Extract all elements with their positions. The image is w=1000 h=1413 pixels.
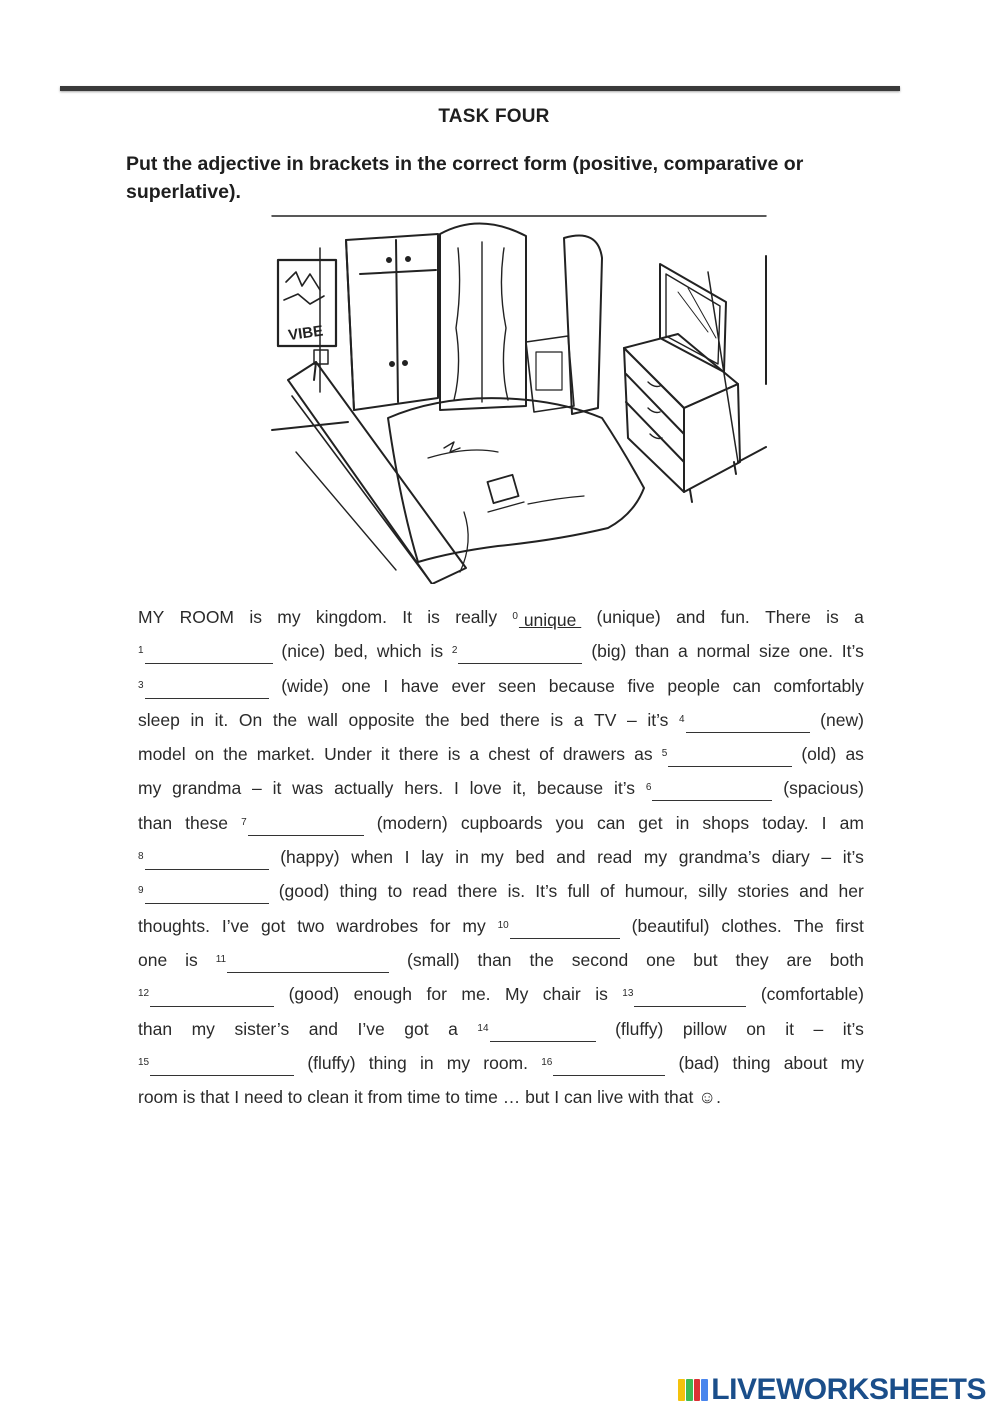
passage-word: one — [646, 949, 676, 970]
blank-number: 10 — [497, 919, 509, 931]
passage-word: my — [277, 607, 301, 627]
passage-word: the — [529, 949, 554, 970]
passage-word: is — [595, 984, 608, 1005]
passage-word: It’s — [535, 881, 558, 902]
passage-word: humour, — [624, 881, 688, 902]
passage-line — [138, 634, 864, 668]
passage-word: seen — [498, 675, 537, 696]
passage-word: they — [735, 949, 769, 970]
passage-word: second — [571, 949, 629, 970]
passage-word: the — [272, 709, 298, 730]
passage-word: lay — [421, 847, 444, 868]
passage-word: chair — [542, 984, 581, 1005]
passage-line — [138, 840, 864, 874]
passage-word: chest — [488, 744, 531, 765]
blank-line[interactable] — [553, 1055, 665, 1076]
passage-word: a — [469, 744, 480, 765]
blank-number: 8 — [138, 851, 144, 863]
passage-word: my — [446, 1052, 471, 1073]
passage-word: for — [426, 984, 447, 1005]
poster-text: VIBE — [287, 322, 325, 345]
passage-word: is — [249, 607, 262, 627]
passage-word: is — [447, 744, 461, 765]
example-answer — [512, 600, 581, 634]
passage-word: because — [548, 675, 615, 696]
passage-word: (good) — [278, 881, 330, 902]
passage-word: read — [412, 881, 448, 902]
passage-word: my — [462, 915, 486, 936]
passage-word: there — [457, 881, 498, 902]
passage-word: my — [480, 847, 504, 868]
passage-word: kingdom. — [315, 607, 387, 627]
blank-number: 0 — [512, 611, 518, 622]
blank-line[interactable] — [145, 883, 269, 904]
passage-word: size — [758, 641, 791, 662]
blank-line[interactable] — [150, 986, 274, 1007]
passage-word: (beautiful) — [631, 915, 710, 936]
passage-word: it. — [214, 709, 229, 730]
passage-word: (modern) — [376, 812, 448, 833]
passage-word: love — [469, 778, 502, 799]
answer-blank-15[interactable] — [138, 1046, 294, 1080]
blank-number: 2 — [451, 645, 458, 657]
answer-blank-1[interactable] — [138, 634, 273, 668]
answer-blank-9[interactable] — [138, 874, 269, 908]
passage-word: is — [427, 607, 440, 627]
passage-word: but — [693, 949, 718, 970]
passage-word: when — [351, 847, 394, 868]
blank-line[interactable] — [510, 918, 620, 939]
blank-line[interactable] — [458, 643, 582, 664]
passage-word: the — [425, 709, 450, 730]
bedroom-illustration — [268, 212, 770, 584]
blank-number: 14 — [477, 1022, 489, 1034]
passage-word: of — [539, 744, 554, 765]
blank-line[interactable] — [248, 815, 364, 836]
passage-word: (small) — [407, 949, 460, 970]
blank-line[interactable] — [150, 1055, 294, 1076]
passage-word: grandma’s — [678, 847, 761, 868]
blank-number: 13 — [622, 988, 634, 1000]
passage-word: It’s — [841, 641, 864, 662]
passage-word: than — [138, 1018, 173, 1039]
passage-word: shops — [702, 812, 750, 833]
passage-line — [138, 669, 864, 703]
blank-number: 7 — [241, 816, 247, 828]
passage-word: first — [835, 915, 864, 936]
passage-word: (spacious) — [783, 778, 864, 799]
passage-word: Under — [324, 744, 372, 765]
passage-word: (old) — [801, 744, 837, 765]
passage-word: on — [746, 1018, 766, 1039]
passage-line — [138, 977, 864, 1011]
task-instructions: Put the adjective in brackets in the correct form (positive, comparative or superlative). — [126, 153, 804, 203]
passage-word: I’ve — [221, 915, 250, 936]
passage-word: and — [308, 1018, 338, 1039]
passage-word: read — [597, 847, 633, 868]
passage-word: wardrobes — [336, 915, 419, 936]
passage-word: (fluffy) — [307, 1052, 356, 1073]
passage-word: my — [643, 847, 668, 868]
passage-word: MY — [138, 607, 165, 627]
passage-word: the — [223, 744, 248, 765]
passage-word: a — [448, 1018, 458, 1039]
passage-word: I — [821, 812, 827, 833]
blank-number: 4 — [679, 713, 685, 725]
passage-word: in — [190, 709, 205, 730]
answer-blank-13[interactable] — [622, 977, 746, 1011]
passage-word: hers. — [404, 778, 444, 799]
passage-line — [138, 943, 864, 977]
passage-word: one — [138, 949, 168, 970]
answer-blank-16[interactable] — [541, 1046, 665, 1080]
passage-word: get — [638, 812, 663, 833]
passage-word: her — [838, 881, 864, 902]
passage-word: a — [573, 709, 584, 730]
blank-line[interactable] — [668, 746, 792, 767]
passage-word: it — [272, 778, 282, 799]
passage-word: and — [676, 607, 706, 627]
passage-word: my — [840, 1052, 864, 1073]
answer-blank-11[interactable] — [216, 943, 389, 977]
passage-word: because — [537, 778, 604, 799]
passage-word: – — [821, 847, 832, 868]
passage-word: market. — [256, 744, 316, 765]
passage-word: I — [383, 675, 389, 696]
passage-word: room is that I need to clean it from time to time … but I can live with that ☺. — [138, 1087, 721, 1108]
passage-word: cupboards — [460, 812, 543, 833]
blank-number: 9 — [138, 885, 144, 897]
passage-line — [138, 737, 864, 771]
passage-word: I’ve — [357, 1018, 385, 1039]
passage-word: thing — [339, 881, 378, 902]
passage-word: one. — [798, 641, 833, 662]
answer-blank-12[interactable] — [138, 977, 274, 1011]
passage-word: On — [238, 709, 263, 730]
blank-line[interactable] — [145, 678, 269, 699]
passage-word: which — [376, 641, 422, 662]
passage-word: as — [634, 744, 653, 765]
passage-word: people — [667, 675, 720, 696]
passage-word: can — [732, 675, 761, 696]
passage-word: thing — [368, 1052, 407, 1073]
passage-word: room. — [483, 1052, 528, 1073]
passage-word: to — [387, 881, 403, 902]
passage-word: there — [499, 709, 540, 730]
passage-word: fun. — [720, 607, 750, 627]
passage-word: really — [455, 607, 498, 627]
passage-word: bed, — [333, 641, 369, 662]
passage-word: sister’s — [234, 1018, 290, 1039]
passage-word: – — [627, 709, 637, 730]
passage-word: about — [783, 1052, 828, 1073]
passage-word: normal — [696, 641, 751, 662]
passage-word: a — [678, 641, 688, 662]
passage-word: ROOM — [179, 607, 235, 627]
passage-word: got — [404, 1018, 429, 1039]
passage-word: as — [845, 744, 864, 765]
header-rule — [60, 86, 900, 91]
blank-line[interactable] — [490, 1021, 596, 1042]
passage-word: one — [341, 675, 371, 696]
passage-word: and — [556, 847, 586, 868]
passage-word: (happy) — [280, 847, 340, 868]
passage-word: a — [854, 607, 864, 627]
passage-word: full — [567, 881, 590, 902]
passage-word: (fluffy) — [615, 1018, 664, 1039]
passage-word: pillow — [682, 1018, 727, 1039]
answer-blank-5[interactable] — [662, 737, 793, 771]
liveworksheets-logo-icon — [678, 1377, 708, 1403]
passage-line — [138, 1046, 864, 1080]
passage-word: of — [599, 881, 615, 902]
passage-word: you — [555, 812, 584, 833]
passage-word: stories — [737, 881, 789, 902]
blank-number: 5 — [661, 748, 668, 760]
liveworksheets-logo-text: LIVEWORKSHEETS — [711, 1373, 986, 1406]
passage-word: enough — [353, 984, 413, 1005]
passage-word: it — [380, 744, 390, 765]
passage-word: than — [138, 812, 173, 833]
passage-word: (wide) — [281, 675, 329, 696]
passage-word: and — [799, 881, 829, 902]
blank-line[interactable] — [652, 780, 772, 801]
blank-line[interactable] — [227, 952, 389, 973]
task-title: TASK FOUR — [438, 106, 550, 127]
passage-word: than — [635, 641, 670, 662]
answer-blank-4[interactable] — [679, 703, 810, 737]
passage-word: (unique) — [596, 607, 661, 627]
passage-word: silly — [698, 881, 728, 902]
passage-word: sleep — [138, 709, 180, 730]
passage-word: is — [430, 641, 444, 662]
passage-word: in — [455, 847, 469, 868]
passage-word: my — [138, 778, 162, 799]
passage-word: it’s — [842, 847, 864, 868]
passage-word: it’s — [613, 778, 636, 799]
passage-word: is — [185, 949, 198, 970]
answer-blank-8[interactable] — [138, 840, 269, 874]
passage-word: It — [402, 607, 412, 627]
passage-word: there — [398, 744, 439, 765]
passage-word: opposite — [348, 709, 415, 730]
blank-number: 11 — [215, 953, 227, 965]
passage-word: (good) — [288, 984, 340, 1005]
liveworksheets-logo — [678, 1373, 986, 1407]
passage-line — [138, 874, 864, 908]
answer-blank-6[interactable] — [646, 771, 773, 805]
passage-word: two — [297, 915, 325, 936]
blank-line[interactable] — [145, 643, 273, 664]
passage-word: thoughts. — [138, 915, 210, 936]
passage-word: my — [191, 1018, 215, 1039]
passage-line — [138, 771, 864, 805]
passage-word: (comfortable) — [760, 984, 864, 1005]
passage-word: thing — [732, 1052, 771, 1073]
passage-word: I — [453, 778, 459, 799]
blank-number: 1 — [138, 645, 144, 657]
example-answer-text: unique — [518, 610, 582, 630]
passage — [138, 600, 864, 1114]
passage-word: grandma — [172, 778, 242, 799]
passage-word: it’s — [647, 709, 669, 730]
passage-word: me. — [461, 984, 491, 1005]
blank-number: 15 — [138, 1056, 150, 1068]
passage-word: clothes. — [721, 915, 782, 936]
passage-word: There — [765, 607, 811, 627]
passage-word: wall — [307, 709, 338, 730]
passage-word: got — [261, 915, 286, 936]
passage-word: – — [252, 778, 262, 799]
blank-number: 12 — [138, 988, 150, 1000]
passage-word: in — [419, 1052, 434, 1073]
passage-word: in — [675, 812, 690, 833]
passage-word: it — [785, 1018, 794, 1039]
passage-line — [138, 909, 864, 943]
passage-line — [138, 600, 864, 634]
passage-word: is — [826, 607, 839, 627]
passage-line — [138, 1080, 864, 1114]
passage-word: can — [596, 812, 626, 833]
blank-number: 3 — [138, 679, 144, 691]
passage-word: model — [138, 744, 186, 765]
passage-line — [138, 1012, 864, 1046]
passage-word: comfortably — [773, 675, 864, 696]
passage-word: is. — [507, 881, 526, 902]
passage-word: The — [793, 915, 824, 936]
passage-word: bed — [515, 847, 545, 868]
answer-blank-10[interactable] — [498, 909, 620, 943]
passage-word: today. — [762, 812, 809, 833]
passage-word: actually — [334, 778, 394, 799]
passage-word: on — [194, 744, 215, 765]
answer-blank-14[interactable] — [477, 1012, 595, 1046]
passage-word: (nice) — [281, 641, 326, 662]
passage-word: am — [839, 812, 864, 833]
passage-word: it’s — [842, 1018, 864, 1039]
passage-word: are — [786, 949, 812, 970]
passage-word: (big) — [591, 641, 627, 662]
blank-number: 16 — [541, 1056, 553, 1068]
passage-word: diary — [771, 847, 810, 868]
passage-word: have — [400, 675, 439, 696]
blank-line[interactable] — [686, 712, 810, 733]
answer-blank-3[interactable] — [138, 669, 269, 703]
passage-word: My — [505, 984, 529, 1005]
passage-word: both — [829, 949, 864, 970]
passage-word: it, — [512, 778, 527, 799]
passage-line — [138, 806, 864, 840]
passage-word: five — [627, 675, 655, 696]
blank-line[interactable] — [145, 849, 269, 870]
passage-word: I — [404, 847, 410, 868]
passage-word: – — [813, 1018, 824, 1039]
blank-line[interactable] — [634, 986, 746, 1007]
passage-word: for — [430, 915, 451, 936]
passage-word: (bad) — [678, 1052, 720, 1073]
passage-word: than — [477, 949, 512, 970]
blank-number: 6 — [645, 782, 652, 794]
passage-word: ever — [451, 675, 486, 696]
passage-word: was — [292, 778, 324, 799]
answer-blank-7[interactable] — [241, 806, 364, 840]
passage-word: TV — [594, 709, 617, 730]
passage-word: (new) — [820, 709, 864, 730]
passage-word: bed — [460, 709, 490, 730]
answer-blank-2[interactable] — [452, 634, 583, 668]
passage-word: is — [550, 709, 564, 730]
passage-word: these — [185, 812, 228, 833]
passage-line — [138, 703, 864, 737]
passage-word: drawers — [562, 744, 626, 765]
